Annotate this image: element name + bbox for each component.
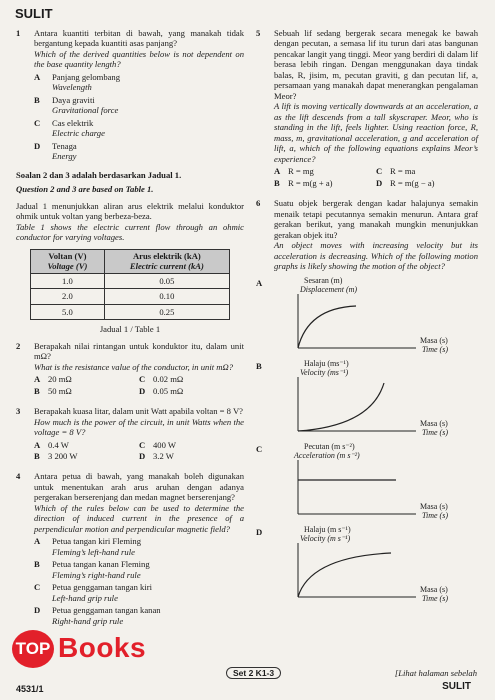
table-row: 1.0 0.05 — [31, 273, 230, 288]
graph-a: A Sesaran (m) Displacement (m) Masa (s) Time (s) — [256, 278, 478, 358]
question-2: 2 Berapakah nilai rintangan untuk konduktor itu, dalam unit mΩ? What is the resistance value of the conductor, in unit mΩ? A 20 mΩ C 0.02 mΩ B 50 mΩ D 0.05 mΩ — [16, 340, 244, 396]
y-axis-label-en: Velocity (m s⁻¹) — [300, 533, 351, 543]
option-d: 3.2 W — [153, 450, 174, 461]
option-d: 0.05 mΩ — [153, 385, 184, 396]
question-6: 6 Suatu objek bergerak dengan kadar halajunya semakin menaik tetapi pecutannya semakin menurun. Antara graf gerakan berikut, yang manakah mungkin menunjukkan gerakan objek itu? An object moves with increasing velocity but its acceleration is decreasing. Which of the following motion graphs is likely showing the motion of the object? — [256, 198, 478, 272]
sulit-header: SULIT — [15, 6, 53, 21]
topbooks-logo — [12, 628, 188, 668]
set-badge: Set 2 K1-3 — [226, 667, 281, 679]
option-a: A Petua tangan kiri Fleming Fleming’s left-hand rule — [34, 536, 142, 557]
paper-code: 4531/1 — [16, 684, 44, 694]
option-a: R = mg — [288, 166, 314, 177]
graph-d: D Halaju (m s⁻¹) Velocity (m s⁻¹) Masa (s) Time (s) — [256, 527, 478, 607]
question-text-ms: Antara kuantiti terbitan di bawah, yang manakah tidak bergantung kepada kuantiti asas panjang? — [34, 28, 244, 49]
right-column — [256, 28, 478, 610]
option-a: 0.4 W — [48, 439, 69, 450]
logo-books: Books — [58, 632, 147, 663]
option-b: B Daya graviti Gravitational force — [34, 94, 119, 116]
table-row: 2.0 0.10 — [31, 289, 230, 304]
option-c: R = ma — [390, 166, 416, 177]
table-header-current: Arus elektrik (kA) Electric current (kA) — [104, 249, 229, 273]
option-c: 0.02 mΩ — [153, 374, 184, 385]
option-d: D Tenaga Energy — [34, 140, 77, 162]
table-row: 5.0 0.25 — [31, 304, 230, 319]
graph-b: B Halaju (ms⁻¹) Velocity (ms⁻¹) Masa (s) Time (s) — [256, 361, 478, 441]
table-caption: Jadual 1 / Table 1 — [99, 324, 161, 335]
graph-c: C Pecutan (m s⁻²) Acceleration (m s⁻²) Masa (s) Time (s) — [256, 444, 478, 524]
next-page-note: [Lihat halaman sebelah — [394, 668, 477, 678]
question-4: 4 Antara petua di bawah, yang manakah boleh digunakan untuk menentukan arah arus aruhan dengan adanya pergerakan berserenjang dan medan magnet berserenjang? Which of the rules below can be used to determine the direction of induced current in the presence of a perpendicular motion and perpendicular magnetic field? A Petua tangan kiri Fleming Fleming’s left-hand rule B Petua tangan kanan Fleming Fleming’s right-hand rule C Petua genggaman tangan kiri Left-hand grip rule D Petua genggaman tangan kanan Right-hand grip rule — [16, 471, 244, 626]
y-axis-label: Pecutan (m s⁻²) — [304, 441, 355, 451]
sulit-footer: SULIT — [442, 681, 471, 692]
y-axis-label: Sesaran (m) — [304, 275, 343, 285]
question-3: 3 Berapakah kuasa litar, dalam unit Watt apabila voltan = 8 V? How much is the power of the circuit, in unit Watts when the voltage = 8 V? A 0.4 W C 400 W B 3 200 W D 3.2 W — [16, 406, 244, 461]
y-axis-label: Halaju (ms⁻¹) — [304, 358, 349, 368]
option-c: 400 W — [153, 439, 176, 450]
option-a: A Panjang gelombang Wavelength — [34, 71, 121, 93]
options-grid: A R = mg C R = ma B R = m(g + a) D R = m(g − a) — [274, 166, 478, 188]
table-description-en: Table 1 shows the electric current flow through an ohmic conductor for varying voltages. — [16, 221, 244, 243]
section-header: Soalan 2 dan 3 adalah berdasarkan Jadual 1. Question 2 and 3 are based on Table 1. Jadual 1 menunjukkan aliran arus elektrik melalui konduktor ohmik untuk voltan yang berbeza-beza. Table 1 shows the electric current flow through an ohmic conductor for varying voltages. — [16, 169, 244, 243]
y-axis-label-en: Acceleration (m s⁻²) — [294, 450, 360, 460]
option-b: B Petua tangan kanan Fleming Fleming’s right-hand rule — [34, 559, 150, 580]
question-5: 5 Sebuah lif sedang bergerak secara menegak ke bawah dengan pecutan, a semasa lif itu turun dari atas bangunan pencakar langit yang tinggi. Meor yang berdiri di dalam lif berasa lebih ringan. Dengan menggunakan daya tindak balas, R, jisim, m, pecutan graviti, g dan pecutan lif, a, persamaan yang manakah dapat menerangkan pengalaman Meor? A lift is moving vertically downwards at an acceleration, a as the lift descends from a tall skyscraper. Meor, who is standing in the lift, feels lighter. Using reaction force, R, mass, m, gravitational acceleration, g and acceleration of lift, a, which of the following equations explains Meor’s experience? A R = mg C R = ma B R = m(g + a) D R = m(g − a) — [256, 28, 478, 188]
options-grid: A 0.4 W C 400 W B 3 200 W D 3.2 W — [34, 440, 244, 462]
table-1 — [30, 249, 230, 320]
left-column — [16, 28, 244, 632]
option-a: 20 mΩ — [48, 374, 72, 385]
y-axis-label-en: Velocity (ms⁻¹) — [300, 367, 349, 377]
option-d: R = m(g − a) — [390, 177, 435, 188]
question-1 — [16, 28, 244, 162]
logo-top: TOP — [12, 630, 54, 668]
options-grid: A 20 mΩ C 0.02 mΩ B 50 mΩ D 0.05 mΩ — [34, 374, 244, 396]
option-c: C Cas elektrik Electric charge — [34, 117, 105, 139]
option-b: R = m(g + a) — [288, 177, 333, 188]
question-number: 1 — [16, 28, 21, 38]
table-header-voltage: Voltan (V) Voltage (V) — [31, 249, 105, 273]
question-text-en: Which of the derived quantities below is not dependent on the base quantity length? — [34, 48, 244, 70]
y-axis-label: Halaju (m s⁻¹) — [304, 524, 351, 534]
option-c: C Petua genggaman tangan kiri Left-hand grip rule — [34, 582, 152, 603]
option-b: 3 200 W — [48, 450, 78, 461]
y-axis-label-en: Displacement (m) — [300, 284, 358, 294]
option-b: 50 mΩ — [48, 385, 72, 396]
table-description-ms: Jadual 1 menunjukkan aliran arus elektrik melalui konduktor ohmik untuk voltan yang berbeza-beza. — [16, 200, 244, 222]
option-d: D Petua genggaman tangan kanan Right-hand grip rule — [34, 605, 161, 626]
